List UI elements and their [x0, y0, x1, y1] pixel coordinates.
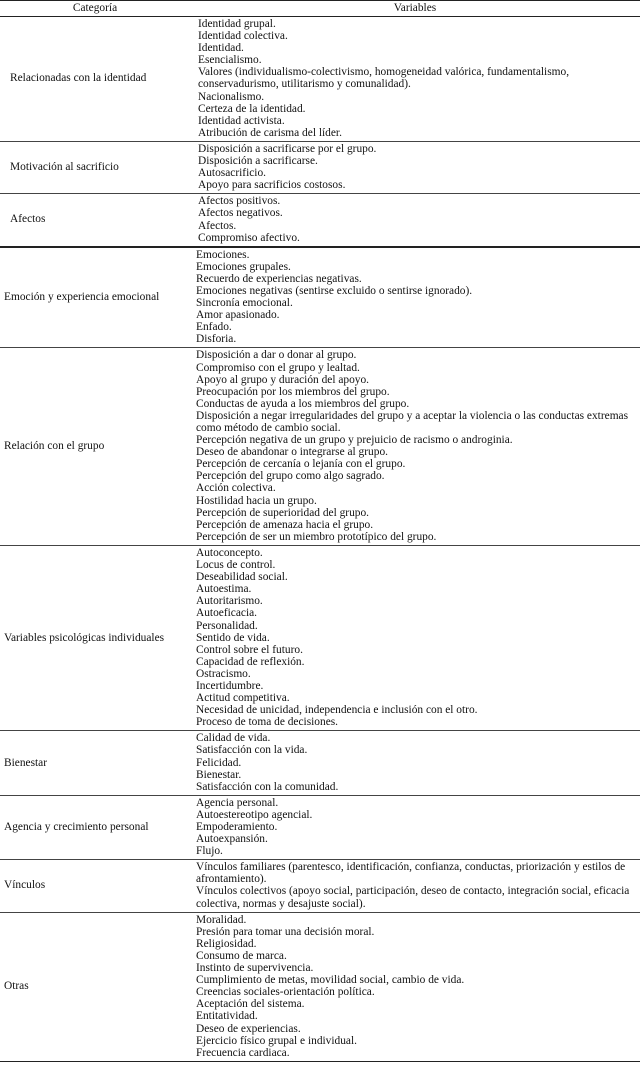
variable-item: Autoeficacia. [196, 607, 258, 620]
variable-item: Disposición a negar irregularidades del grupo y a aceptar la violencia o las conductas extremas como método de cambio social. [196, 409, 629, 434]
variable-item: Aceptación del sistema. [196, 998, 305, 1011]
variable-item: Disposición a sacrificarse por el grupo. [198, 142, 377, 155]
table-row [0, 795, 640, 859]
category-cell: Afectos [0, 194, 190, 247]
variable-item: Deseabilidad social. [196, 571, 288, 584]
variable-item: Instinto de supervivencia. [196, 962, 314, 975]
variable-item: Identidad grupal. [198, 18, 276, 30]
variable-item: Preocupación por los miembros del grupo. [196, 385, 390, 398]
variable-item: Compromiso con el grupo y lealtad. [196, 361, 360, 374]
table-body [0, 17, 640, 1062]
variable-item: Emociones negativas (sentirse excluido o sentirse ignorado). [196, 284, 473, 297]
variable-item: Ostracismo. [196, 667, 251, 680]
category-cell: Otras [0, 912, 190, 1061]
variable-item: Percepción del grupo como algo sagrado. [196, 470, 385, 483]
variable-item: Percepción de amenaza hacia el grupo. [196, 518, 374, 531]
variable-item: Necesidad de unicidad, independencia e inclusión con el otro. [196, 704, 478, 717]
variable-item: Presión para tomar una decisión moral. [196, 925, 375, 938]
variable-item: Autoestereotipo agencial. [196, 808, 313, 821]
variable-item: Conductas de ayuda a los miembros del grupo. [196, 397, 410, 410]
variables-cell [190, 194, 640, 247]
variable-item: Afectos positivos. [198, 195, 281, 208]
variable-item: Recuerdo de experiencias negativas. [196, 272, 362, 285]
variable-item: Afectos negativos. [198, 207, 283, 220]
table-row [0, 731, 640, 795]
variable-item: Incertidumbre. [196, 679, 264, 692]
variable-item: Vínculos familiares (parentesco, identificación, confianza, conductas, priorización y estilos de afrontamiento). [196, 861, 626, 886]
variable-item: Afectos. [198, 219, 237, 232]
table-row [0, 194, 640, 247]
variables-cell [190, 348, 640, 546]
variable-item: Satisfacción con la comunidad. [196, 780, 339, 793]
variable-item: Autoestima. [196, 583, 252, 596]
variable-item: Autosacrificio. [198, 167, 267, 180]
category-cell: Bienestar [0, 731, 190, 795]
variable-item: Cumplimiento de metas, movilidad social, cambio de vida. [196, 974, 465, 987]
variable-item: Hostilidad hacia un grupo. [196, 494, 317, 507]
variables-cell [190, 545, 640, 730]
variable-item: Autoexpansión. [196, 833, 268, 846]
table-row [0, 912, 640, 1061]
category-cell: Agencia y crecimiento personal [0, 795, 190, 859]
category-cell: Emoción y experiencia emocional [0, 247, 190, 348]
variable-item: Identidad. [198, 42, 244, 55]
variable-item: Frecuencia cardiaca. [196, 1046, 290, 1059]
header-variables: Variables [190, 1, 640, 17]
variable-item: Control sobre el futuro. [196, 643, 303, 656]
variable-item: Emociones grupales. [196, 260, 291, 273]
variable-item: Actitud competitiva. [196, 692, 290, 705]
variable-item: Nacionalismo. [198, 90, 265, 103]
variable-item: Certeza de la identidad. [198, 102, 306, 115]
variable-item: Proceso de toma de decisiones. [196, 716, 339, 729]
variables-cell [190, 247, 640, 348]
variable-item: Percepción de superioridad del grupo. [196, 506, 370, 519]
variable-item: Creencias sociales-orientación política. [196, 986, 375, 999]
category-cell: Variables psicológicas individuales [0, 545, 190, 730]
variable-item: Agencia personal. [196, 796, 279, 809]
header-category: Categoría [0, 1, 190, 17]
variable-item: Moralidad. [196, 913, 247, 926]
variable-item: Calidad de vida. [196, 732, 271, 745]
table-row [0, 545, 640, 730]
table-row [0, 141, 640, 193]
table-header [0, 1, 640, 17]
category-cell: Relacionadas con la identidad [0, 17, 190, 142]
category-cell: Vínculos [0, 860, 190, 912]
variable-item: Religiosidad. [196, 937, 257, 950]
table-row [0, 17, 640, 142]
category-cell: Relación con el grupo [0, 348, 190, 546]
variable-item: Ejercicio físico grupal e individual. [196, 1034, 357, 1047]
variables-cell [190, 795, 640, 859]
variable-item: Disforia. [196, 333, 237, 346]
variable-item: Identidad colectiva. [198, 30, 288, 43]
variable-item: Vínculos colectivos (apoyo social, participación, deseo de contacto, integración social, eficacia colectiva, normas y desajuste social). [196, 885, 630, 910]
table-row [0, 247, 640, 348]
variable-item: Percepción negativa de un grupo y prejuicio de racismo o androginia. [196, 434, 513, 447]
variable-item: Disposición a dar o donar al grupo. [196, 349, 357, 362]
variable-item: Valores (individualismo-colectivismo, homogeneidad valórica, fundamentalismo, conservadurismo, utilitarismo y comunalidad). [198, 66, 570, 91]
variables-cell [190, 141, 640, 193]
variable-item: Entitatividad. [196, 1010, 258, 1023]
variable-item: Percepción de ser un miembro prototípico del grupo. [196, 530, 437, 543]
variable-item: Satisfacción con la vida. [196, 744, 308, 757]
table-row [0, 860, 640, 912]
variable-item: Sentido de vida. [196, 631, 270, 644]
variable-item: Atribución de carisma del líder. [198, 126, 342, 139]
variable-item: Felicidad. [196, 756, 242, 769]
variable-item: Flujo. [196, 845, 223, 858]
variable-item: Identidad activista. [198, 114, 285, 127]
variable-item: Sincronía emocional. [196, 297, 293, 310]
variable-item: Disposición a sacrificarse. [198, 155, 318, 168]
variable-item: Deseo de experiencias. [196, 1022, 301, 1035]
variables-cell [190, 17, 640, 142]
variable-item: Personalidad. [196, 619, 258, 632]
table-row [0, 348, 640, 546]
variables-cell [190, 860, 640, 912]
variable-item: Locus de control. [196, 559, 276, 572]
variable-item: Emociones. [196, 248, 250, 261]
variable-item: Enfado. [196, 321, 232, 334]
variable-item: Compromiso afectivo. [198, 231, 300, 244]
variable-item: Autoconcepto. [196, 546, 263, 559]
category-cell: Motivación al sacrificio [0, 141, 190, 193]
variable-item: Acción colectiva. [196, 482, 276, 495]
variable-item: Esencialismo. [198, 54, 262, 67]
variables-cell [190, 731, 640, 795]
variable-item: Consumo de marca. [196, 949, 287, 962]
variable-item: Deseo de abandonar o integrarse al grupo. [196, 446, 388, 459]
variable-item: Apoyo al grupo y duración del apoyo. [196, 373, 370, 386]
variable-item: Empoderamiento. [196, 821, 278, 833]
variable-item: Percepción de cercanía o lejanía con el grupo. [196, 458, 406, 471]
variables-cell [190, 912, 640, 1061]
variable-item: Capacidad de reflexión. [196, 655, 305, 668]
variable-item: Amor apasionado. [196, 309, 280, 322]
variable-item: Bienestar. [196, 768, 242, 781]
variable-item: Apoyo para sacrificios costosos. [198, 179, 346, 192]
variable-item: Autoritarismo. [196, 595, 263, 608]
